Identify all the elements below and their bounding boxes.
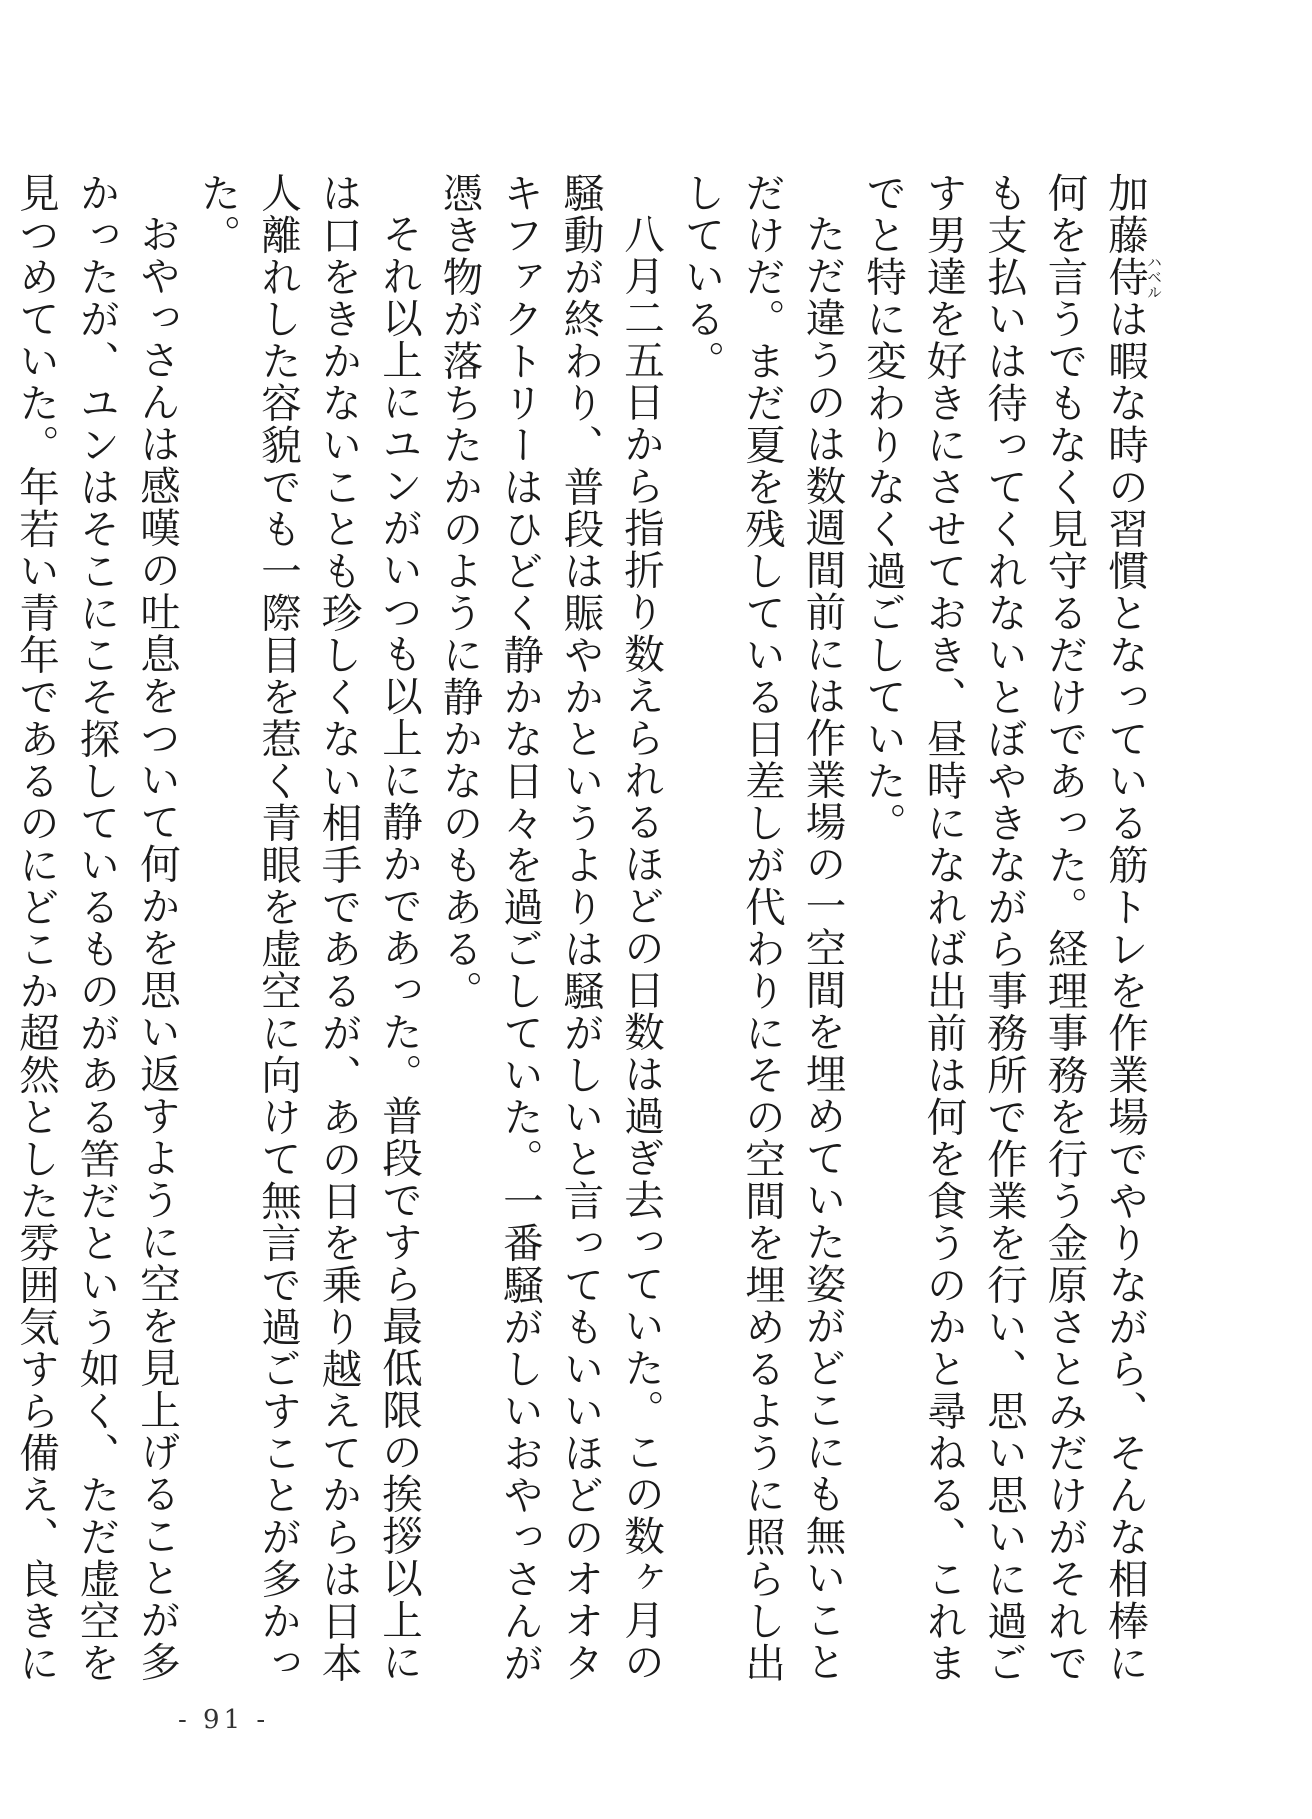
paragraph-1-rest: は暇な時の習慣となっている筋トレを作業場でやりながら、そんな相棒に何を言うでもなく見守るだけであった。経理事務を行う金原さとみだけがそれでも支払いは待ってくれないとぼやきながら事務所で作業を行い、思い思いに過ごす男達を好きにさせておき、昼時になれば出前は何を食うのかと尋ねる、これまでと特に変わりなく過ごしていた。 <box>859 172 1149 1684</box>
paragraph-2: ただ違うのは数週間前には作業場の一空間を埋めていた姿がどこにも無いことだけだ。まだ夏を残している日差しが代わりにその空間を埋めるように照らし出している。 <box>677 172 847 1684</box>
paragraph-1 <box>853 172 1163 1692</box>
vertical-text-body <box>12 172 1163 1692</box>
ruby-base: 侍 <box>1101 254 1149 300</box>
paragraph-3: 八月二五日から指折り数えられるほどの日数は過ぎ去っていた。この数ヶ月の騒動が終わり、普段は賑やかというよりは騒がしいと言ってもいいほどのオオタキファクトリーはひどく静かな日々を過ごしていた。一番騒がしいおやっさんが憑き物が落ちたかのように静かなのもある。 <box>435 172 665 1684</box>
paragraph-4: それ以上にユンがいつも以上に静かであった。普段ですら最低限の挨拶以上には口をきかないことも珍しくない相手であるが、あの日を乗り越えてからは日本人離れした容貌でも一際目を惹く青眼を虚空に向けて無言で過ごすことが多かった。 <box>193 172 423 1684</box>
paragraph-1-lead: 加藤 <box>1101 172 1149 256</box>
page-number: - 91 - <box>178 1705 270 1735</box>
paragraph-5: おやっさんは感嘆の吐息をついて何かを思い返すように空を見上げることが多かったが、ユンはそこにこそ探しているものがある筈だという如く、ただ虚空を見つめていた。年若い青年であるのにどこか超然とした雰囲気すら備え、良きに <box>12 172 181 1684</box>
ruby-text: ハベル <box>1145 254 1163 300</box>
furigana-haberu <box>1101 254 1163 300</box>
